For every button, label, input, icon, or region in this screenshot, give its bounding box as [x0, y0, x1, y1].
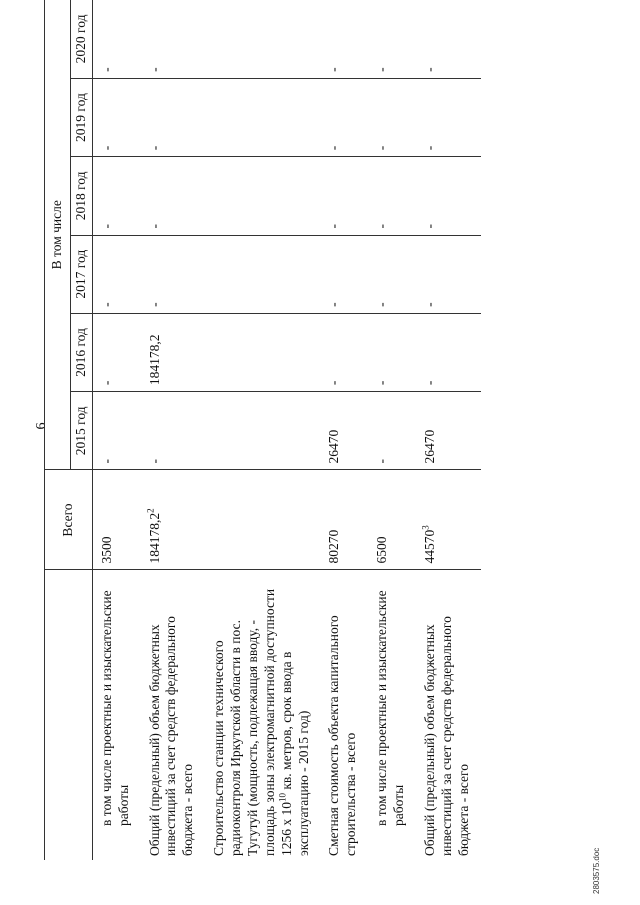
table-row: [141, 0, 206, 860]
total-value: 44570: [421, 529, 437, 564]
table-row: [320, 0, 368, 860]
year-header: 2018 год: [70, 157, 92, 235]
footer-doc-ref: 2803575.doc: [592, 847, 601, 894]
year-value-cell: -: [368, 78, 416, 156]
year-value-cell: 26470: [416, 392, 481, 470]
total-cell: [205, 470, 320, 570]
year-value-cell: -: [92, 392, 140, 470]
year-value-cell: -: [416, 78, 481, 156]
row-label: Сметная стоимость объекта капитального строительства - всего: [326, 615, 359, 856]
year-value-cell: 184178,2: [141, 313, 206, 391]
year-value-cell: -: [141, 235, 206, 313]
year-value-cell: -: [141, 78, 206, 156]
table-row: [205, 0, 320, 860]
total-cell: [141, 470, 206, 570]
total-value: 3500: [98, 536, 114, 564]
total-cell: [92, 470, 140, 570]
year-value-cell: -: [320, 0, 368, 78]
year-header: 2017 год: [70, 235, 92, 313]
year-header: 2015 год: [70, 392, 92, 470]
year-value-cell: -: [368, 0, 416, 78]
year-value-cell: -: [368, 392, 416, 470]
row-label-text: кв. метров, срок ввода в эксплуатацию - 2015 год): [278, 651, 311, 856]
table-body: [92, 0, 480, 860]
year-value-cell: -: [320, 235, 368, 313]
year-value-cell: -: [416, 313, 481, 391]
footnote-mark: 2: [145, 508, 155, 513]
footnote-mark: 3: [420, 525, 431, 530]
year-value-cell: [205, 313, 320, 391]
year-value-cell: -: [141, 0, 206, 78]
row-label: Общий (предельный) объем бюджетных инвестиций за счет средств федерального бюджета - всего: [146, 616, 196, 856]
year-value-cell: -: [320, 78, 368, 156]
table-row: [368, 0, 416, 860]
year-header: 2020 год: [70, 0, 92, 78]
year-value-cell: -: [320, 313, 368, 391]
rotated-table-frame: [44, 0, 584, 860]
year-value-cell: -: [320, 157, 368, 235]
total-cell: [416, 470, 481, 570]
exponent: 10: [277, 793, 288, 802]
year-value-cell: -: [416, 235, 481, 313]
year-value-cell: [205, 235, 320, 313]
header-group: В том числе: [45, 0, 71, 470]
year-value-cell: [205, 392, 320, 470]
header-total: Всего: [45, 470, 93, 570]
total-value: 80270: [326, 529, 342, 564]
row-label: в том числе проектные и изыскательские работы: [98, 590, 131, 826]
year-value-cell: -: [368, 235, 416, 313]
year-value-cell: -: [141, 157, 206, 235]
row-label: в том числе проектные и изыскательские работы: [374, 590, 406, 826]
page-number: 6: [34, 422, 49, 430]
year-value-cell: -: [92, 157, 140, 235]
row-label: [205, 570, 320, 860]
total-value: 184178,2: [146, 512, 162, 564]
year-value-cell: -: [92, 235, 140, 313]
investment-table: [44, 0, 481, 860]
year-header: 2016 год: [70, 313, 92, 391]
row-label: Общий (предельный) объем бюджетных инвестиций за счет средств федерального бюджета - всего: [421, 616, 471, 856]
table-row: [92, 0, 140, 860]
year-value-cell: -: [416, 0, 481, 78]
year-value-cell: -: [92, 78, 140, 156]
year-value-cell: -: [368, 157, 416, 235]
year-value-cell: -: [92, 0, 140, 78]
year-value-cell: [205, 157, 320, 235]
total-value: 6500: [374, 536, 390, 564]
total-cell: [320, 470, 368, 570]
year-value-cell: [205, 0, 320, 78]
total-cell: [368, 470, 416, 570]
year-header: 2019 год: [70, 78, 92, 156]
row-label-text: Строительство станции технического радиоконтроля Иркутской области в пос. Тугутуй (мощность, подлежащая вводу, - площадь зоны электромагнитной доступности 1256 x 10: [211, 588, 294, 856]
year-value-cell: -: [368, 313, 416, 391]
year-value-cell: -: [92, 313, 140, 391]
table-row: [416, 0, 481, 860]
year-value-cell: -: [141, 392, 206, 470]
year-value-cell: 26470: [320, 392, 368, 470]
year-value-cell: -: [416, 157, 481, 235]
header-name-cell: [45, 570, 93, 860]
year-value-cell: [205, 78, 320, 156]
